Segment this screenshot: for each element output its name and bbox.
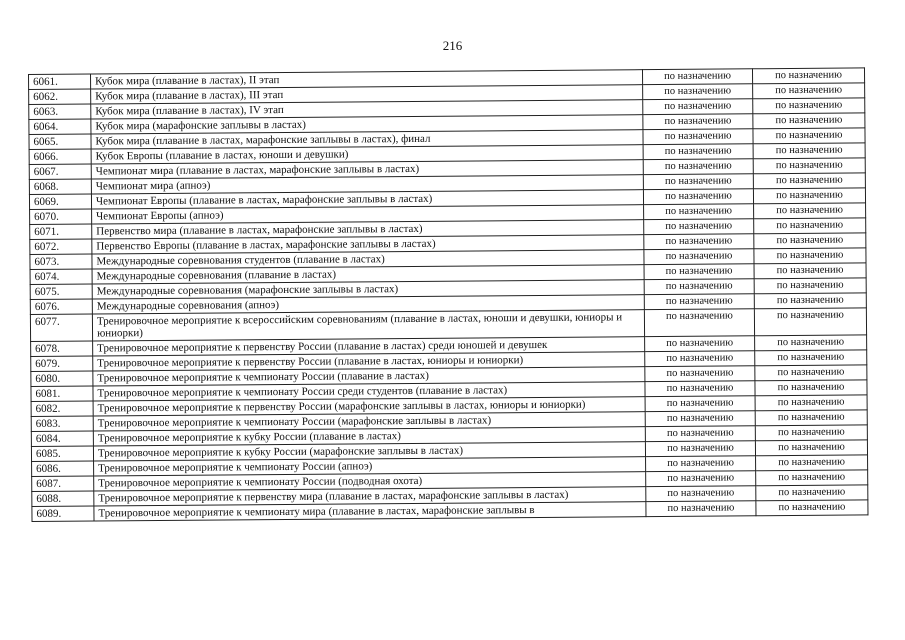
assignment-cell-2: по назначению — [754, 248, 866, 264]
row-number-cell: 6084. — [31, 431, 93, 446]
event-name-cell: Тренировочное мероприятие к чемпионату России (подводная охота) — [94, 472, 646, 491]
assignment-cell-1: по назначению — [645, 426, 755, 442]
event-name-cell: Международные соревнования студентов (плавание в ластах) — [92, 250, 644, 269]
event-name-cell: Кубок мира (марафонские заплывы в ластах) — [91, 115, 643, 134]
assignment-cell-2: по назначению — [754, 308, 866, 336]
event-name-cell: Чемпионат Европы (плавание в ластах, марафонские заплывы в ластах) — [91, 190, 643, 209]
assignment-cell-2: по назначению — [755, 440, 867, 456]
events-table — [28, 67, 868, 522]
assignment-cell-1: по назначению — [644, 309, 754, 337]
event-name-cell: Кубок мира (плавание в ластах), III этап — [91, 85, 643, 104]
assignment-cell-2: по назначению — [753, 98, 865, 114]
row-number-cell: 6076. — [30, 299, 92, 314]
event-name-cell: Тренировочное мероприятие к чемпионату России среди студентов (плавание в ластах) — [93, 382, 645, 401]
row-number-cell: 6063. — [29, 104, 91, 119]
row-number-cell: 6077. — [30, 314, 92, 341]
event-name-cell: Тренировочное мероприятие к всероссийским соревнованиям (плавание в ластах, юноши и девушки, юниоры и юниорки) — [92, 310, 644, 341]
event-name-cell: Тренировочное мероприятие к первенству мира (плавание в ластах, марафонские заплывы в ластах) — [94, 487, 646, 506]
assignment-cell-1: по назначению — [646, 456, 756, 472]
row-number-cell: 6068. — [29, 179, 91, 194]
assignment-cell-2: по назначению — [754, 203, 866, 219]
row-number-cell: 6062. — [29, 89, 91, 104]
assignment-cell-2: по назначению — [756, 485, 868, 501]
row-number-cell: 6086. — [32, 461, 94, 476]
assignment-cell-1: по назначению — [642, 69, 752, 85]
event-name-cell: Тренировочное мероприятие к кубку России (плавание в ластах) — [93, 427, 645, 446]
row-number-cell: 6073. — [30, 254, 92, 269]
assignment-cell-2: по назначению — [754, 278, 866, 294]
assignment-cell-2: по назначению — [755, 395, 867, 411]
event-name-cell: Тренировочное мероприятие к чемпионату России (марафонские заплывы в ластах) — [93, 412, 645, 431]
event-name-cell: Чемпионат мира (плавание в ластах, марафонские заплывы в ластах) — [91, 160, 643, 179]
assignment-cell-1: по назначению — [645, 441, 755, 457]
assignment-cell-2: по назначению — [755, 335, 867, 351]
assignment-cell-2: по назначению — [752, 68, 864, 84]
assignment-cell-1: по назначению — [643, 84, 753, 100]
assignment-cell-1: по назначению — [645, 366, 755, 382]
assignment-cell-2: по назначению — [753, 83, 865, 99]
assignment-cell-1: по назначению — [645, 351, 755, 367]
event-name-cell: Тренировочное мероприятие к кубку России (марафонские заплывы в ластах) — [93, 442, 645, 461]
assignment-cell-2: по назначению — [753, 128, 865, 144]
assignment-cell-2: по назначению — [754, 218, 866, 234]
assignment-cell-2: по назначению — [756, 470, 868, 486]
assignment-cell-1: по назначению — [643, 99, 753, 115]
assignment-cell-1: по назначению — [646, 501, 756, 517]
assignment-cell-2: по назначению — [756, 455, 868, 471]
assignment-cell-1: по назначению — [644, 219, 754, 235]
event-name-cell: Тренировочное мероприятие к чемпионату России (плавание в ластах) — [93, 367, 645, 386]
row-number-cell: 6083. — [31, 416, 93, 431]
row-number-cell: 6064. — [29, 119, 91, 134]
assignment-cell-1: по назначению — [643, 189, 753, 205]
assignment-cell-1: по назначению — [643, 114, 753, 130]
assignment-cell-1: по назначению — [644, 234, 754, 250]
assignment-cell-1: по назначению — [643, 144, 753, 160]
assignment-cell-2: по назначению — [754, 293, 866, 309]
event-name-cell: Кубок Европы (плавание в ластах, юноши и девушки) — [91, 145, 643, 164]
event-name-cell: Тренировочное мероприятие к первенству России (марафонские заплывы в ластах, юниоры и юниорки) — [93, 397, 645, 416]
assignment-cell-2: по назначению — [755, 350, 867, 366]
row-number-cell: 6074. — [30, 269, 92, 284]
event-name-cell: Международные соревнования (марафонские заплывы в ластах) — [92, 280, 644, 299]
assignment-cell-1: по назначению — [645, 396, 755, 412]
assignment-cell-2: по назначению — [755, 410, 867, 426]
event-name-cell: Кубок мира (плавание в ластах), II этап — [91, 70, 643, 89]
assignment-cell-2: по назначению — [753, 143, 865, 159]
row-number-cell: 6089. — [32, 506, 94, 521]
row-number-cell: 6072. — [30, 239, 92, 254]
row-number-cell: 6078. — [31, 341, 93, 356]
assignment-cell-1: по назначению — [644, 264, 754, 280]
assignment-cell-1: по назначению — [644, 249, 754, 265]
assignment-cell-2: по назначению — [755, 425, 867, 441]
row-number-cell: 6081. — [31, 386, 93, 401]
assignment-cell-1: по назначению — [643, 159, 753, 175]
row-number-cell: 6082. — [31, 401, 93, 416]
assignment-cell-2: по назначению — [753, 188, 865, 204]
event-name-cell: Первенство мира (плавание в ластах, марафонские заплывы в ластах) — [92, 220, 644, 239]
assignment-cell-2: по назначению — [756, 500, 868, 516]
row-number-cell: 6070. — [30, 209, 92, 224]
row-number-cell: 6075. — [30, 284, 92, 299]
assignment-cell-1: по назначению — [645, 381, 755, 397]
row-number-cell: 6069. — [29, 194, 91, 209]
row-number-cell: 6071. — [30, 224, 92, 239]
assignment-cell-1: по назначению — [644, 294, 754, 310]
assignment-cell-1: по назначению — [646, 471, 756, 487]
assignment-cell-1: по назначению — [644, 204, 754, 220]
event-name-cell: Тренировочное мероприятие к первенству России (плавание в ластах) среди юношей и девушек — [93, 337, 645, 356]
row-number-cell: 6079. — [31, 356, 93, 371]
event-name-cell: Тренировочное мероприятие к чемпионату России (апноэ) — [94, 457, 646, 476]
event-name-cell: Чемпионат мира (апноэ) — [91, 175, 643, 194]
event-name-cell: Международные соревнования (апноэ) — [92, 295, 644, 314]
assignment-cell-1: по назначению — [646, 486, 756, 502]
event-name-cell: Тренировочное мероприятие к чемпионату мира (плавание в ластах, марафонские заплывы в — [94, 502, 646, 521]
assignment-cell-2: по назначению — [755, 380, 867, 396]
row-number-cell: 6087. — [32, 476, 94, 491]
event-name-cell: Кубок мира (плавание в ластах), IV этап — [91, 100, 643, 119]
table-body — [29, 68, 868, 522]
assignment-cell-1: по назначению — [645, 411, 755, 427]
assignment-cell-2: по назначению — [753, 173, 865, 189]
event-name-cell: Кубок мира (плавание в ластах, марафонские заплывы в ластах), финал — [91, 130, 643, 149]
event-name-cell: Тренировочное мероприятие к первенству России (плавание в ластах, юниоры и юниорки) — [93, 352, 645, 371]
assignment-cell-1: по назначению — [645, 336, 755, 352]
row-number-cell: 6066. — [29, 149, 91, 164]
row-number-cell: 6065. — [29, 134, 91, 149]
row-number-cell: 6067. — [29, 164, 91, 179]
event-name-cell: Международные соревнования (плавание в ластах) — [92, 265, 644, 284]
assignment-cell-2: по назначению — [755, 365, 867, 381]
assignment-cell-2: по назначению — [754, 233, 866, 249]
row-number-cell: 6088. — [32, 491, 94, 506]
assignment-cell-2: по назначению — [754, 263, 866, 279]
row-number-cell: 6080. — [31, 371, 93, 386]
assignment-cell-1: по назначению — [643, 129, 753, 145]
assignment-cell-2: по назначению — [753, 158, 865, 174]
assignment-cell-1: по назначению — [644, 279, 754, 295]
event-name-cell: Чемпионат Европы (апноэ) — [92, 205, 644, 224]
event-name-cell: Первенство Европы (плавание в ластах, марафонские заплывы в ластах) — [92, 235, 644, 254]
assignment-cell-2: по назначению — [753, 113, 865, 129]
page-number: 216 — [442, 38, 463, 53]
row-number-cell: 6061. — [29, 74, 91, 89]
row-number-cell: 6085. — [31, 446, 93, 461]
assignment-cell-1: по назначению — [643, 174, 753, 190]
